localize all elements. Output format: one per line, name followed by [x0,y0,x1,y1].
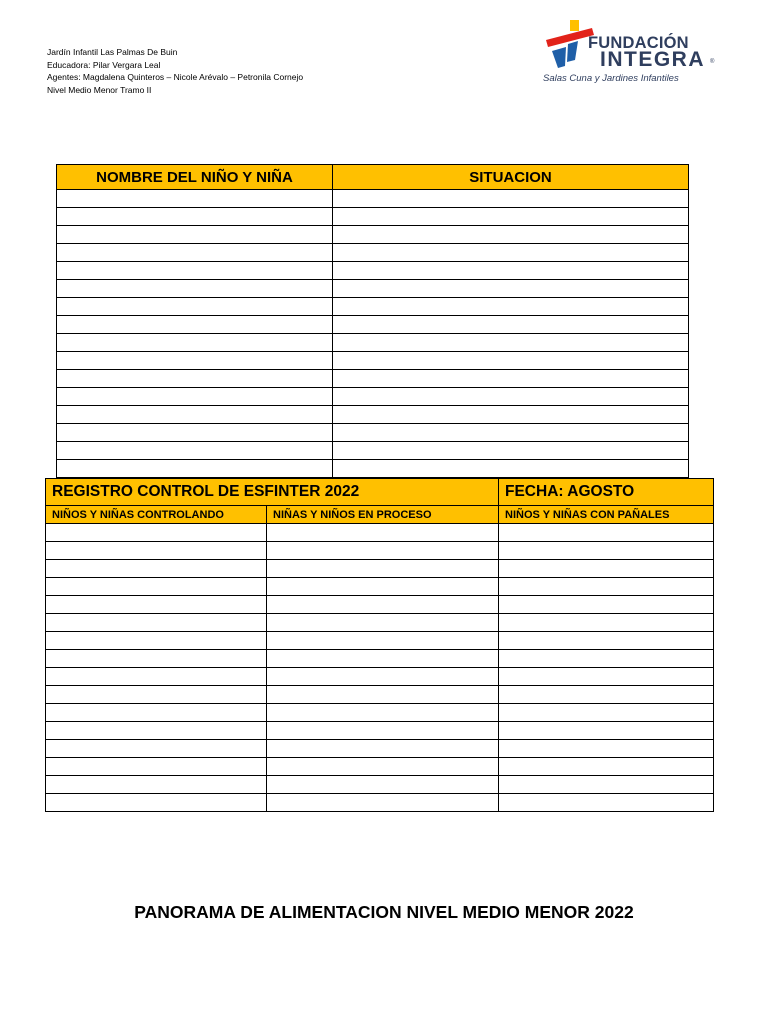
situation-cell[interactable] [333,334,689,352]
situation-cell[interactable] [333,424,689,442]
in-process-cell[interactable] [267,632,499,650]
situation-cell[interactable] [333,352,689,370]
name-cell[interactable] [57,280,333,298]
esfinter-table [45,478,714,812]
in-process-cell[interactable] [267,776,499,794]
table-row [57,244,689,262]
diapers-cell[interactable] [499,632,714,650]
name-cell[interactable] [57,406,333,424]
situation-cell[interactable] [333,370,689,388]
table-row [57,334,689,352]
controlling-cell[interactable] [46,668,267,686]
level-name: Nivel Medio Menor Tramo II [47,85,152,96]
table-row [57,190,689,208]
name-cell[interactable] [57,208,333,226]
table-row [46,668,714,686]
controlling-cell[interactable] [46,578,267,596]
diapers-cell[interactable] [499,542,714,560]
table-row [46,740,714,758]
table-row [46,758,714,776]
table-row [57,352,689,370]
controlling-cell[interactable] [46,758,267,776]
name-cell[interactable] [57,352,333,370]
controlling-cell[interactable] [46,524,267,542]
esfinter-columns-row [46,506,714,524]
table-row [46,560,714,578]
educator-name: Educadora: Pilar Vergara Leal [47,59,161,70]
name-cell[interactable] [57,370,333,388]
table-row [57,442,689,460]
logo-subtitle: Salas Cuna y Jardines Infantiles [543,73,679,84]
table-row [46,578,714,596]
situation-table [56,164,689,478]
column-header-controlling: NIÑOS Y NIÑAS CONTROLANDO [46,506,267,524]
controlling-cell[interactable] [46,704,267,722]
esfinter-title: REGISTRO CONTROL DE ESFINTER 2022 [46,479,499,506]
controlling-cell[interactable] [46,776,267,794]
in-process-cell[interactable] [267,614,499,632]
in-process-cell[interactable] [267,686,499,704]
diapers-cell[interactable] [499,794,714,812]
agents-names: Agentes: Magdalena Quinteros – Nicole Arévalo – Petronila Cornejo [47,72,304,83]
controlling-cell[interactable] [46,596,267,614]
fundacion-integra-logo [540,18,720,88]
table-row [57,370,689,388]
name-cell[interactable] [57,262,333,280]
name-cell[interactable] [57,334,333,352]
situation-cell[interactable] [333,262,689,280]
situation-cell[interactable] [333,226,689,244]
table-row [46,686,714,704]
diapers-cell[interactable] [499,758,714,776]
situation-cell[interactable] [333,460,689,478]
situation-cell[interactable] [333,244,689,262]
controlling-cell[interactable] [46,560,267,578]
table-row [46,596,714,614]
table-row [57,298,689,316]
table-row [46,794,714,812]
column-header-in-process: NIÑAS Y NIÑOS EN PROCESO [267,506,499,524]
table-row [46,650,714,668]
column-header-name: NOMBRE DEL NIÑO Y NIÑA [57,165,333,190]
table-row [57,316,689,334]
in-process-cell[interactable] [267,542,499,560]
situation-cell[interactable] [333,298,689,316]
table-row [46,614,714,632]
situation-cell[interactable] [333,190,689,208]
table-row [57,208,689,226]
table-row [57,424,689,442]
institution-name: Jardín Infantil Las Palmas De Buin [47,47,178,57]
diapers-cell[interactable] [499,668,714,686]
column-header-situation: SITUACION [333,165,689,190]
situation-cell[interactable] [333,388,689,406]
table-row [57,280,689,298]
diapers-cell[interactable] [499,614,714,632]
controlling-cell[interactable] [46,686,267,704]
name-cell[interactable] [57,388,333,406]
situation-cell[interactable] [333,280,689,298]
column-header-diapers: NIÑOS Y NIÑAS CON PAÑALES [499,506,714,524]
table-row [57,388,689,406]
table-row [46,542,714,560]
in-process-cell[interactable] [267,668,499,686]
name-cell[interactable] [57,442,333,460]
controlling-cell[interactable] [46,632,267,650]
name-cell[interactable] [57,316,333,334]
logo-word-integra: INTEGRA [600,48,705,71]
controlling-cell[interactable] [46,722,267,740]
institution-info [47,46,303,97]
table-row [57,262,689,280]
name-cell[interactable] [57,460,333,478]
diapers-cell[interactable] [499,596,714,614]
date-label: FECHA: AGOSTO [499,479,714,506]
situation-cell[interactable] [333,442,689,460]
situation-cell[interactable] [333,316,689,334]
controlling-cell[interactable] [46,740,267,758]
table-row [46,524,714,542]
table-row [46,722,714,740]
table-row [46,632,714,650]
controlling-cell[interactable] [46,542,267,560]
in-process-cell[interactable] [267,560,499,578]
situation-cell[interactable] [333,208,689,226]
in-process-cell[interactable] [267,758,499,776]
situation-cell[interactable] [333,406,689,424]
controlling-cell[interactable] [46,794,267,812]
in-process-cell[interactable] [267,596,499,614]
diapers-cell[interactable] [499,740,714,758]
controlling-cell[interactable] [46,614,267,632]
table-row [46,704,714,722]
diapers-cell[interactable] [499,776,714,794]
in-process-cell[interactable] [267,524,499,542]
in-process-cell[interactable] [267,722,499,740]
name-cell[interactable] [57,190,333,208]
table-row [46,776,714,794]
diapers-cell[interactable] [499,650,714,668]
in-process-cell[interactable] [267,740,499,758]
table-row [57,226,689,244]
controlling-cell[interactable] [46,650,267,668]
in-process-cell[interactable] [267,704,499,722]
in-process-cell[interactable] [267,794,499,812]
logo-word-fundacion: FUNDACIÓN [588,34,689,52]
diapers-cell[interactable] [499,578,714,596]
situation-table-body [57,190,689,478]
esfinter-title-row [46,479,714,506]
table-row [57,460,689,478]
in-process-cell[interactable] [267,578,499,596]
diapers-cell[interactable] [499,704,714,722]
name-cell[interactable] [57,424,333,442]
in-process-cell[interactable] [267,650,499,668]
name-cell[interactable] [57,244,333,262]
esfinter-table-body [46,524,714,812]
diapers-cell[interactable] [499,524,714,542]
diapers-cell[interactable] [499,560,714,578]
name-cell[interactable] [57,226,333,244]
diapers-cell[interactable] [499,686,714,704]
situation-table-header [57,165,689,190]
diapers-cell[interactable] [499,722,714,740]
feeding-panorama-title: PANORAMA DE ALIMENTACION NIVEL MEDIO MENOR 2022 [134,902,634,922]
table-row [57,406,689,424]
name-cell[interactable] [57,298,333,316]
logo-registered-mark: ® [710,59,715,65]
